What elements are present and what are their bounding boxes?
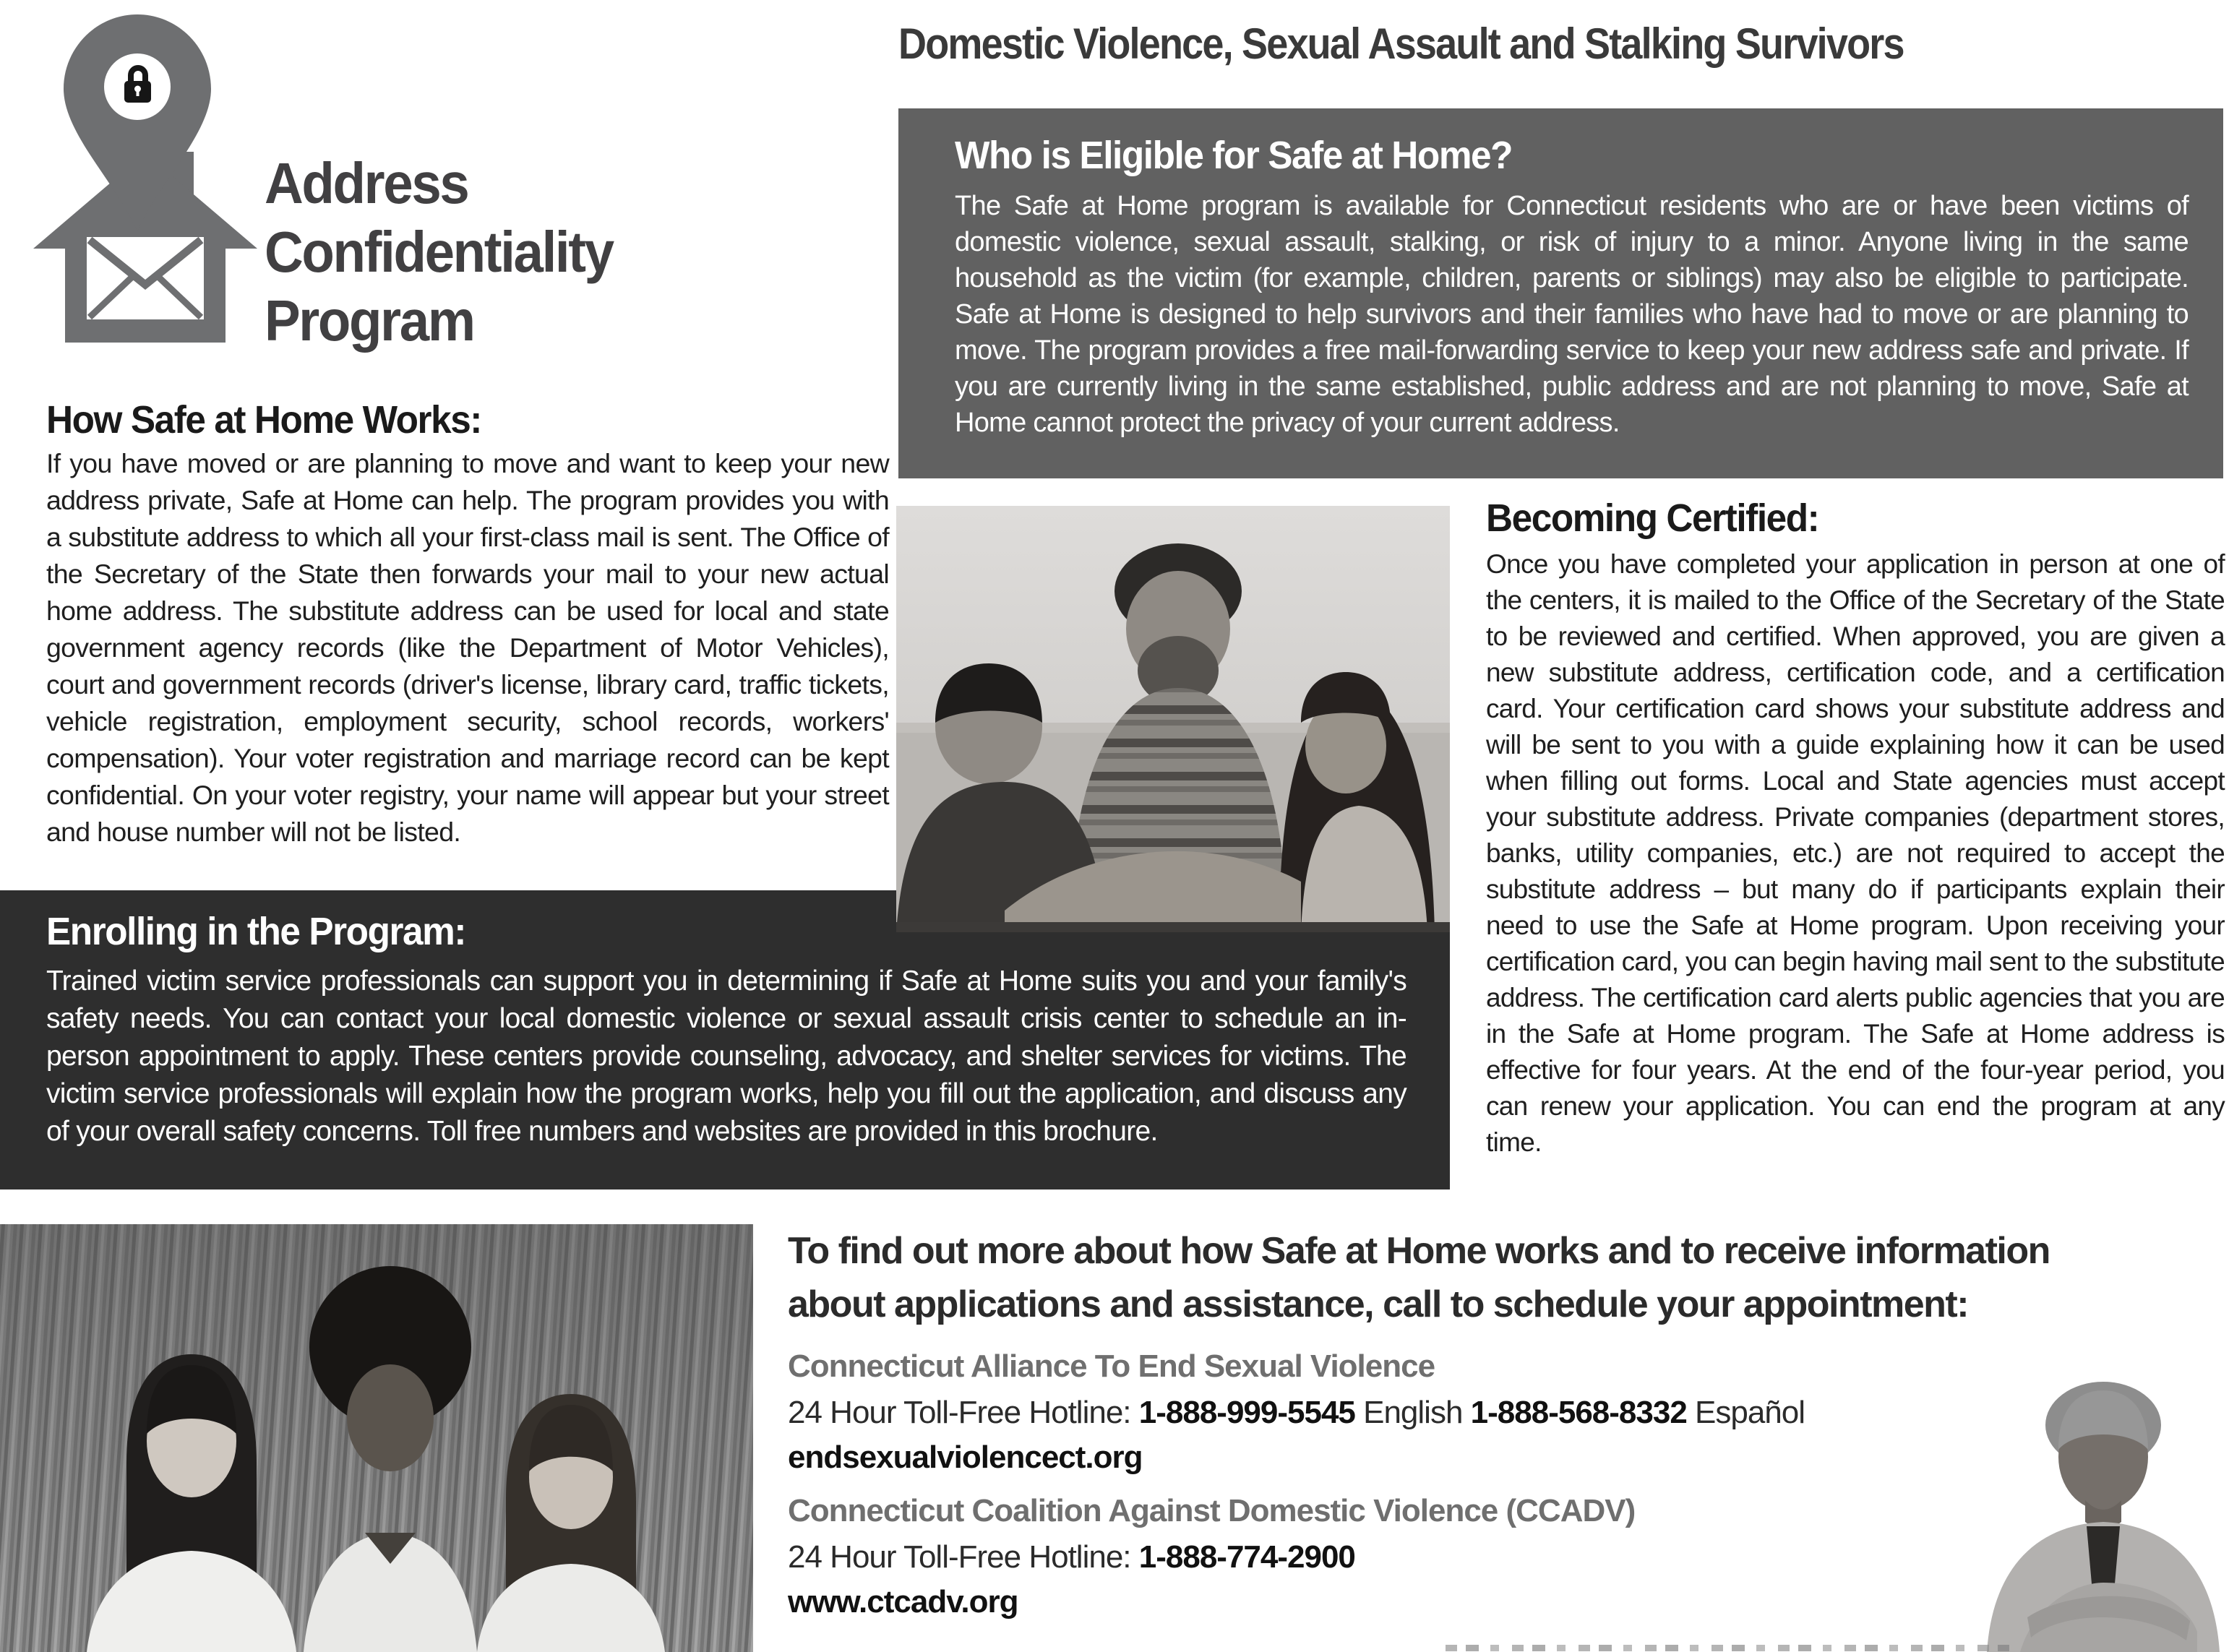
becoming-certified-body: Once you have completed your application in person at one of the centers, it is mailed to the Office of the Secretary of the State to be reviewed and certified. When approved, you are given a new substitute address, certification code, and a certification card. Your certification card shows your substitute address and will be sent to you with a guide explaining how it can be used when filling out forms. Local and State agencies must accept your substitute address. Private companies (department stores, banks, utility companies, etc.) are not required to accept the substitute address – but many do if participants explain their need to use the Safe at Home program. Upon receiving your certification card, you can begin having mail sent to the substitute address. The certification card alerts public agencies that you are in the Safe at Home program. The Safe at Home address is effective for four years. At the end of the four-year period, you can renew your application. You can end the program at any time. — [1486, 549, 2225, 1157]
logo-word-confidentiality: Confidentiality — [265, 220, 613, 284]
page-title: Domestic Violence, Sexual Assault and Stalking Survivors — [898, 20, 1904, 68]
hotline-phone-english: 1-888-999-5545 — [1138, 1395, 1355, 1430]
survivors-photo — [0, 1224, 753, 1652]
contact-ccadv — [788, 1493, 1635, 1620]
becoming-certified-heading: Becoming Certified: — [1486, 496, 1819, 540]
enrolling-box — [0, 890, 1450, 1189]
find-out-heading: To find out more about how Safe at Home works and to receive information about applications and assistance, call to schedule your appointment: — [788, 1230, 2050, 1325]
hotline-line — [788, 1539, 1635, 1575]
contact-alliance — [788, 1348, 1805, 1476]
hotline-line — [788, 1395, 1805, 1431]
logo-wordmark — [265, 149, 613, 355]
hotline-label: 24 Hour Toll-Free Hotline: — [788, 1539, 1139, 1575]
org-website: www.ctcadv.org — [788, 1584, 1018, 1619]
logo-word-address: Address — [265, 151, 468, 215]
hotline-phone-spanish: 1-888-568-8332 — [1470, 1395, 1687, 1430]
eligibility-body: The Safe at Home program is available for Connecticut residents who are or have been victims of domestic violence, sexual assault, stalking, or risk of injury to a minor. Anyone living in the same household as the victim (for example, children, parents or siblings) may also be eligible to participate. Safe at Home is designed to help survivors and their families who have had to move or are planning to move. The program provides a free mail-forwarding service to keep your new address safe and private. If you are currently living in the same established, public address and are not planning to move, Safe at Home cannot protect the privacy of your current address. — [955, 191, 2189, 438]
clipped-text-fragment — [1446, 1645, 2009, 1651]
hotline-phone: 1-888-774-2900 — [1138, 1539, 1355, 1575]
enrolling-body: Trained victim service professionals can support you in determining if Safe at Home suits you and your family's safety needs. You can contact your local domestic violence or sexual assault crisis center to schedule an in-person appointment to apply. These centers provide counseling, advocacy, and shelter services for victims. The victim service professionals will explain how the program works, help you fill out the application, and discuss any of your overall safety concerns. Toll free numbers and websites are provided in this brochure. — [46, 965, 1406, 1147]
eligibility-box — [898, 108, 2223, 478]
how-it-works-body: If you have moved or are planning to move and want to keep your new address private, Safe at Home can help. The program provides you with a substitute address to which all your first-class mail is sent. The Office of the Secretary of the State then forwards your mail to your new actual home address. The substitute address can be used for local and state government agency records (like the Department of Motor Vehicles), court and government records (driver's license, library card, traffic tickets, vehicle registration, employment security, school records, workers' compensation). Your voter registration and marriage record can be kept confidential. On your voter registry, your name will appear but your street and house number will not be listed. — [46, 448, 889, 847]
advocate-photo — [1977, 1372, 2229, 1652]
envelope-icon — [87, 237, 204, 319]
family-photo — [896, 506, 1450, 932]
hotline-lang-spanish: Español — [1686, 1395, 1805, 1430]
how-it-works-heading: How Safe at Home Works: — [46, 398, 481, 442]
logo-word-program: Program — [265, 288, 474, 353]
address-confidentiality-program-logo — [29, 9, 262, 367]
enrolling-heading: Enrolling in the Program: — [46, 910, 466, 953]
hotline-label: 24 Hour Toll-Free Hotline: — [788, 1395, 1139, 1430]
hotline-lang-english: English — [1354, 1395, 1471, 1430]
org-website: endsexualviolencect.org — [788, 1440, 1143, 1475]
org-name: Connecticut Coalition Against Domestic Violence (CCADV) — [788, 1493, 1636, 1528]
org-name: Connecticut Alliance To End Sexual Violence — [788, 1348, 1435, 1384]
eligibility-heading: Who is Eligible for Safe at Home? — [955, 134, 1513, 177]
